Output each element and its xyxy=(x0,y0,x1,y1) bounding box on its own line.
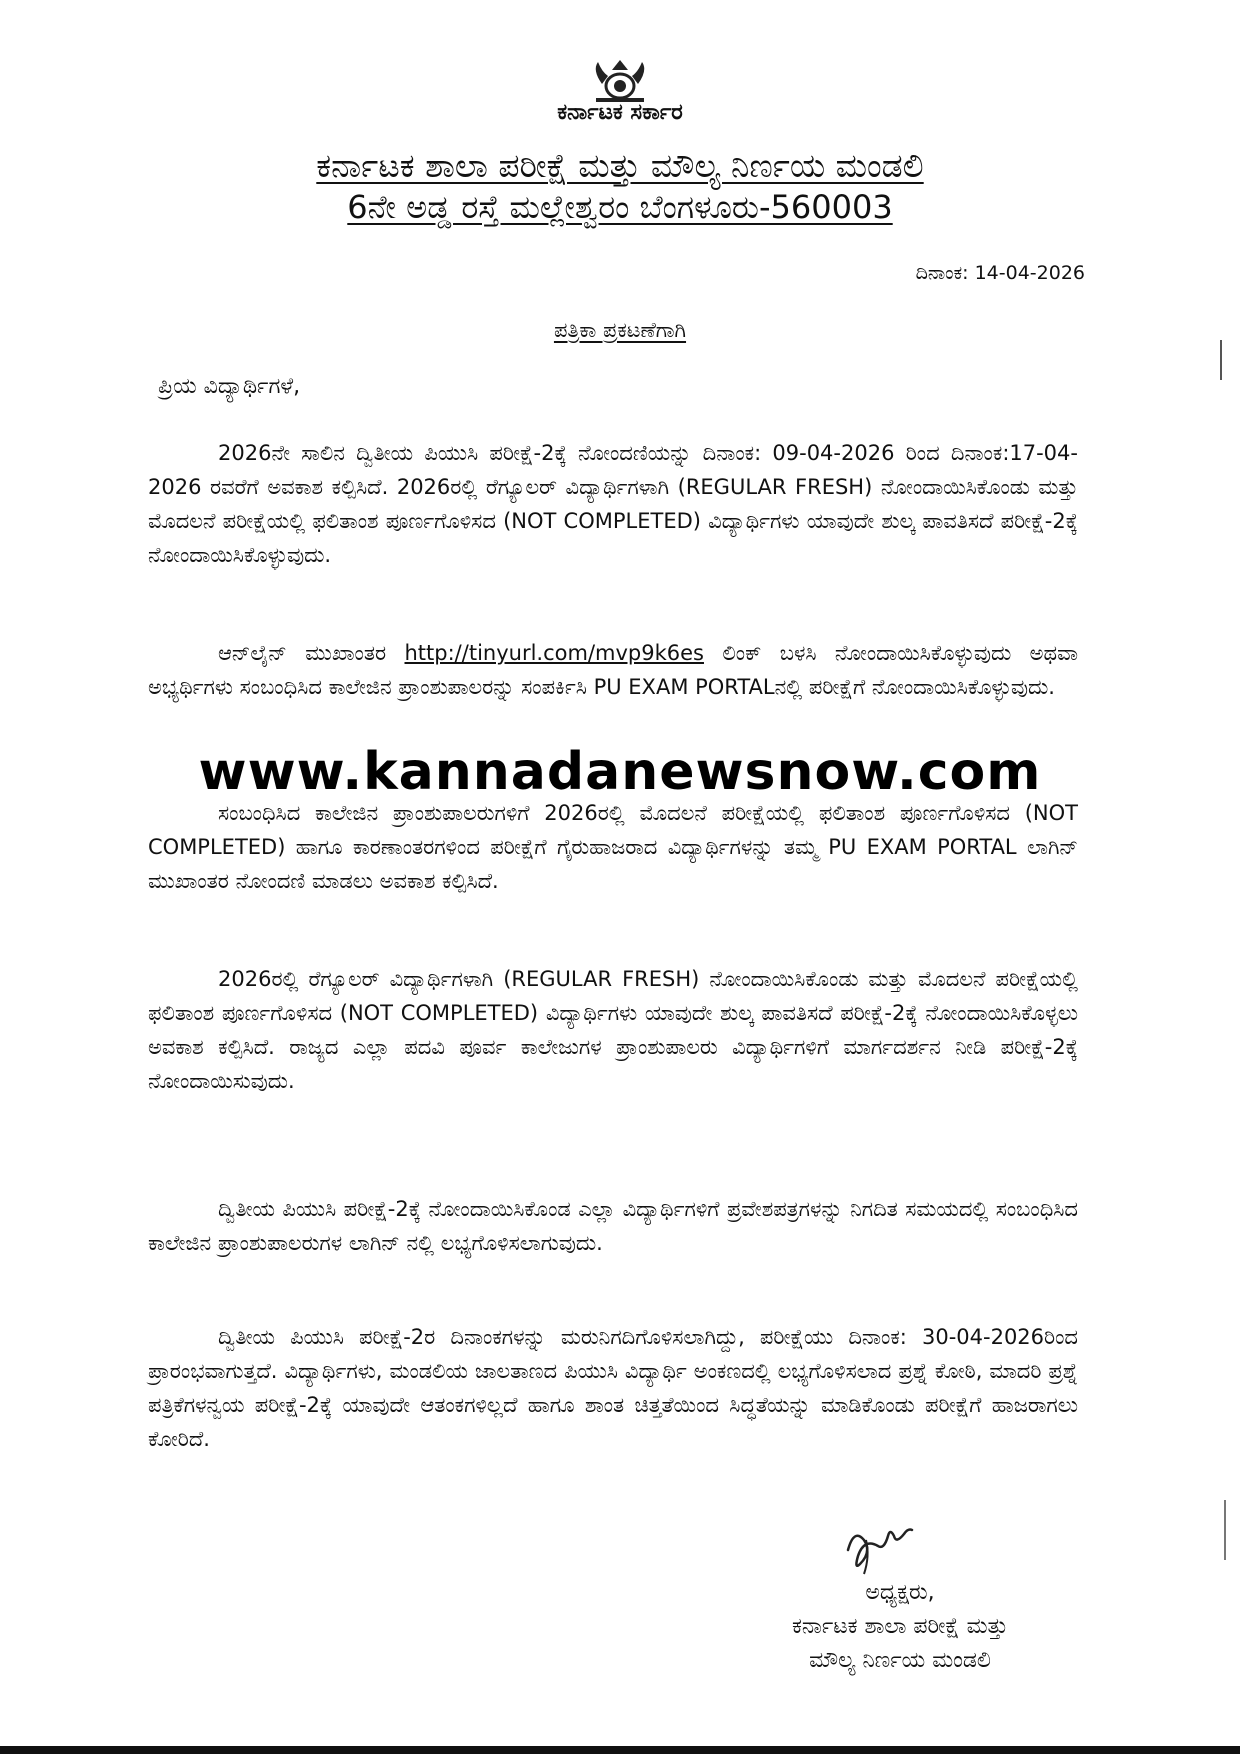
paragraph-text: ಸಂಬಂಧಿಸಿದ ಕಾಲೇಜಿನ ಪ್ರಾಂಶುಪಾಲರುಗಳಿಗೆ 2026ರಲ್ಲಿ ಮೊದಲನೆ ಪರೀಕ್ಷೆಯಲ್ಲಿ ಫಲಿತಾಂಶ ಪೂರ್ಣಗೊಳಿಸದ (NOT COMPLETED) ಹಾಗೂ ಕಾರಣಾಂತರಗಳಿಂದ ಪರೀಕ್ಷೆಗೆ ಗೈರುಹಾಜರಾದ ವಿದ್ಯಾರ್ಥಿಗಳನ್ನು ತಮ್ಮ PU EXAM PORTAL ಲಾಗಿನ್ ಮುಖಾಂತರ ನೋಂದಣಿ ಮಾಡಲು ಅವಕಾಶ ಕಲ್ಪಿಸಿದೆ. xyxy=(148,801,1078,893)
paragraph-exam-dates xyxy=(148,1320,1078,1456)
govt-title: ಕರ್ನಾಟಕ ಸರ್ಕಾರ xyxy=(557,100,683,125)
paragraph-text: ಲಿಂಕ್ ಬಳಸಿ ನೋಂದಾಯಿಸಿಕೊಳ್ಳುವುದು ಅಥವಾ ಅಭ್ಯರ್ಥಿಗಳು ಸಂಬಂಧಿಸಿದ ಕಾಲೇಜಿನ ಪ್ರಾಂಶುಪಾಲರನ್ನು ಸಂಪರ್ಕಿಸಿ PU EXAM PORTALನಲ್ಲಿ ಪರೀಕ್ಷೆಗೆ ನೋಂದಾಯಿಸಿಕೊಳ್ಳುವುದು. xyxy=(148,641,1078,699)
scan-bottom-border xyxy=(0,1746,1240,1754)
signatory-org-line1: ಕರ್ನಾಟಕ ಶಾಲಾ ಪರೀಕ್ಷೆ ಮತ್ತು xyxy=(791,1614,1009,1639)
registration-link[interactable]: http://tinyurl.com/mvp9k6es xyxy=(404,641,704,665)
board-address: 6ನೇ ಅಡ್ಡ ರಸ್ತೆ ಮಲ್ಲೇಶ್ವರಂ ಬೆಂಗಳೂರು-560003 xyxy=(347,188,893,226)
salutation: ಪ್ರಿಯ ವಿದ್ಯಾರ್ಥಿಗಳೆ, xyxy=(158,374,301,399)
paragraph-text: ಆನ್‌ಲೈನ್ ಮುಖಾಂತರ xyxy=(218,641,387,665)
signatory-org-line2: ಮೌಲ್ಯ ನಿರ್ಣಯ ಮಂಡಲಿ xyxy=(809,1648,991,1673)
scan-edge-mark xyxy=(1220,340,1228,380)
document-date: ದಿನಾಂಕ: 14-04-2026 xyxy=(915,262,1085,284)
paragraph-text: ದ್ವಿತೀಯ ಪಿಯುಸಿ ಪರೀಕ್ಷೆ-2ಕ್ಕೆ ನೋಂದಾಯಿಸಿಕೊಂಡ ಎಲ್ಲಾ ವಿದ್ಯಾರ್ಥಿಗಳಿಗೆ ಪ್ರವೇಶಪತ್ರಗಳನ್ನು ನಿಗದಿತ ಸಮಯದಲ್ಲಿ ಸಂಬಂಧಿಸಿದ ಕಾಲೇಜಿನ ಪ್ರಾಂಶುಪಾಲರುಗಳ ಲಾಗಿನ್ ನಲ್ಲಿ ಲಭ್ಯಗೊಳಿಸಲಾಗುವುದು. xyxy=(148,1197,1078,1255)
paragraph-text: 2026ನೇ ಸಾಲಿನ ದ್ವಿತೀಯ ಪಿಯುಸಿ ಪರೀಕ್ಷೆ-2ಕ್ಕೆ ನೋಂದಣಿಯನ್ನು ದಿನಾಂಕ: 09-04-2026 ರಿಂದ ದಿನಾಂಕ:17-04-2026 ರವರೆಗೆ ಅವಕಾಶ ಕಲ್ಪಿಸಿದೆ. 2026ರಲ್ಲಿ ರೆಗ್ಯೂಲರ್ ವಿದ್ಯಾರ್ಥಿಗಳಾಗಿ (REGULAR FRESH) ನೋಂದಾಯಿಸಿಕೊಂಡು ಮತ್ತು ಮೊದಲನೆ ಪರೀಕ್ಷೆಯಲ್ಲಿ ಫಲಿತಾಂಶ ಪೂರ್ಣಗೊಳಿಸದ (NOT COMPLETED) ವಿದ್ಯಾರ್ಥಿಗಳು ಯಾವುದೇ ಶುಲ್ಕ ಪಾವತಿಸದೆ ಪರೀಕ್ಷೆ-2ಕ್ಕೆ ನೋಂದಾಯಿಸಿಕೊಳ್ಳುವುದು. xyxy=(148,441,1078,567)
signatory-block xyxy=(720,1576,1080,1678)
scan-edge-mark xyxy=(1224,1500,1230,1560)
paragraph-registration xyxy=(148,436,1078,572)
handwritten-signature-icon xyxy=(838,1510,938,1580)
paragraph-principals xyxy=(148,796,1078,898)
board-name: ಕರ್ನಾಟಕ ಶಾಲಾ ಪರೀಕ್ಷೆ ಮತ್ತು ಮೌಲ್ಯ ನಿರ್ಣಯ ಮಂಡಲಿ xyxy=(316,146,924,185)
paragraph-admit-cards xyxy=(148,1192,1078,1260)
paragraph-online-registration xyxy=(148,636,1078,704)
press-release-heading: ಪತ್ರಿಕಾ ಪ್ರಕಟಣೆಗಾಗಿ xyxy=(553,318,687,342)
watermark: www.kannadanewsnow.com xyxy=(198,742,1042,802)
signatory-title: ಅಧ್ಯಕ್ಷರು, xyxy=(865,1580,935,1605)
paragraph-regular-fresh xyxy=(148,962,1078,1098)
paragraph-text: ದ್ವಿತೀಯ ಪಿಯುಸಿ ಪರೀಕ್ಷೆ-2ರ ದಿನಾಂಕಗಳನ್ನು ಮರುನಿಗದಿಗೊಳಿಸಲಾಗಿದ್ದು, ಪರೀಕ್ಷೆಯು ದಿನಾಂಕ: 30-04-2026ರಿಂದ ಪ್ರಾರಂಭವಾಗುತ್ತದೆ. ವಿದ್ಯಾರ್ಥಿಗಳು, ಮಂಡಲಿಯ ಜಾಲತಾಣದ ಪಿಯುಸಿ ವಿದ್ಯಾರ್ಥಿ ಅಂಕಣದಲ್ಲಿ ಲಭ್ಯಗೊಳಿಸಲಾದ ಪ್ರಶ್ನೆ ಕೋಠಿ, ಮಾದರಿ ಪ್ರಶ್ನೆ ಪತ್ರಿಕೆಗಳನ್ವಯ ಪರೀಕ್ಷೆ-2ಕ್ಕೆ ಯಾವುದೇ ಆತಂಕಗಳಿಲ್ಲದೆ ಹಾಗೂ ಶಾಂತ ಚಿತ್ತತೆಯಿಂದ ಸಿದ್ಧತೆಯನ್ನು ಮಾಡಿಕೊಂಡು ಪರೀಕ್ಷೆಗೆ ಹಾಜರಾಗಲು ಕೋರಿದೆ. xyxy=(148,1325,1078,1451)
paragraph-text: 2026ರಲ್ಲಿ ರೆಗ್ಯೂಲರ್ ವಿದ್ಯಾರ್ಥಿಗಳಾಗಿ (REGULAR FRESH) ನೋಂದಾಯಿಸಿಕೊಂಡು ಮತ್ತು ಮೊದಲನೆ ಪರೀಕ್ಷೆಯಲ್ಲಿ ಫಲಿತಾಂಶ ಪೂರ್ಣಗೊಳಿಸದ (NOT COMPLETED) ವಿದ್ಯಾರ್ಥಿಗಳು ಯಾವುದೇ ಶುಲ್ಕ ಪಾವತಿಸದೆ ಪರೀಕ್ಷೆ-2ಕ್ಕೆ ನೋಂದಾಯಿಸಿಕೊಳ್ಳಲು ಅವಕಾಶ ಕಲ್ಪಿಸಿದೆ. ರಾಜ್ಯದ ಎಲ್ಲಾ ಪದವಿ ಪೂರ್ವ ಕಾಲೇಜುಗಳ ಪ್ರಾಂಶುಪಾಲರು ವಿದ್ಯಾರ್ಥಿಗಳಿಗೆ ಮಾರ್ಗದರ್ಶನ ನೀಡಿ ಪರೀಕ್ಷೆ-2ಕ್ಕೆ ನೋಂದಾಯಿಸುವುದು. xyxy=(148,967,1078,1093)
karnataka-emblem-icon xyxy=(572,56,668,104)
